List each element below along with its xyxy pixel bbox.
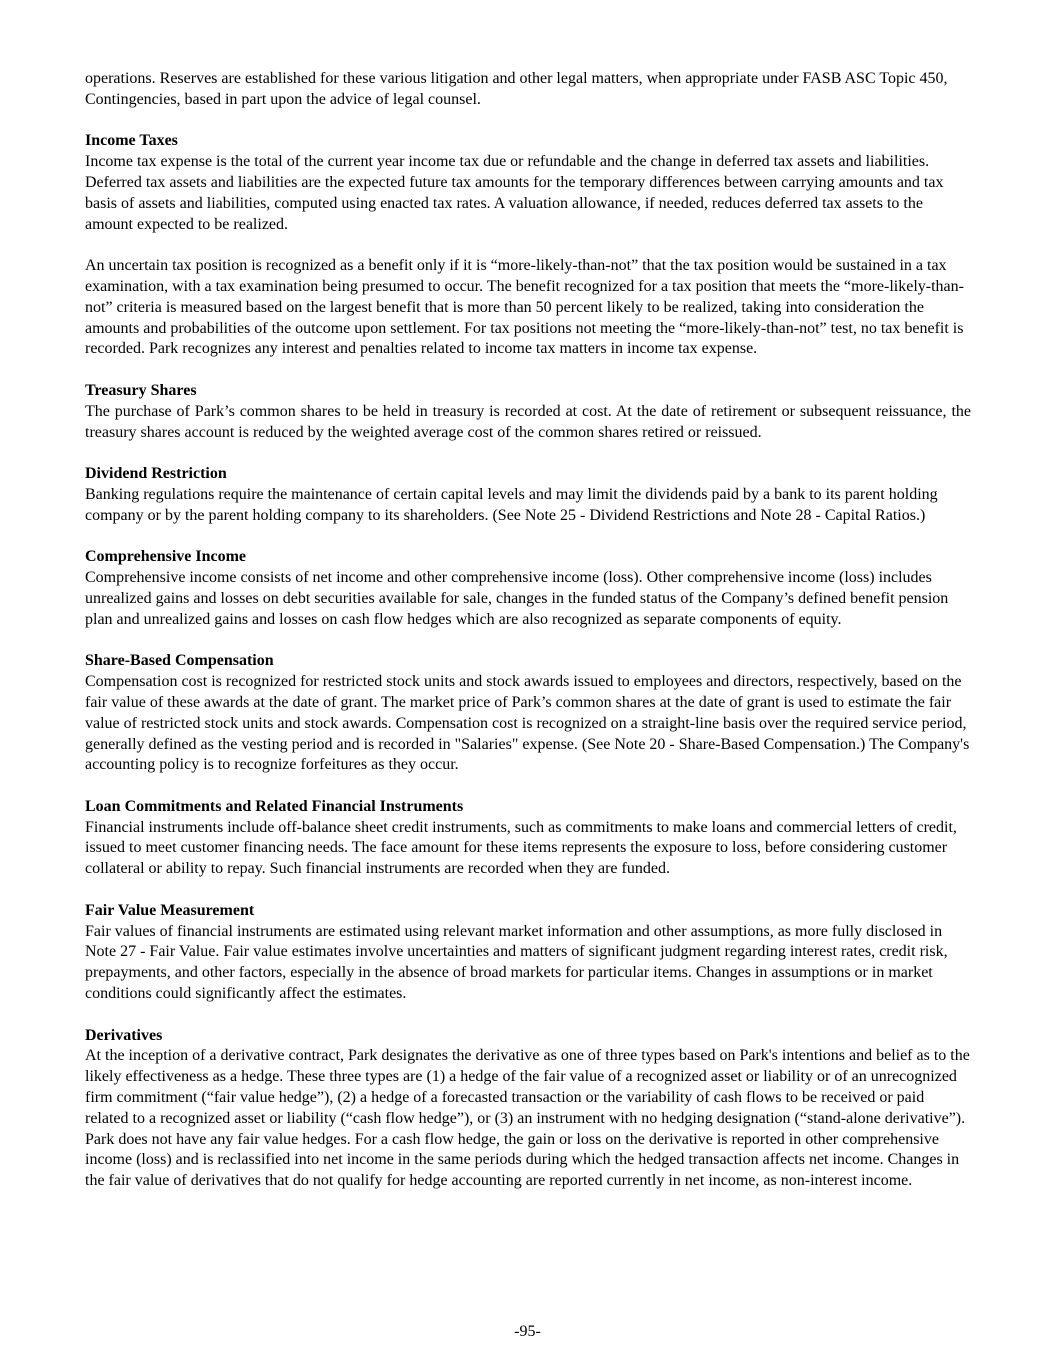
intro-paragraph: operations. Reserves are established for these various litigation and other legal matters, when appropriate under FASB ASC Topic 450, Contingencies, based in part upon the advice of legal counsel.: [85, 70, 948, 108]
section-share-based-compensation: [85, 651, 971, 776]
section-income-taxes: [85, 131, 971, 360]
loan-commitments-heading: Loan Commitments and Related Financial Instruments: [85, 797, 464, 815]
treasury-shares-paragraph: The purchase of Park’s common shares to be held in treasury is recorded at cost. At the date of retirement or subsequent reissuance, the treasury shares account is reduced by the weighted average cost of the common shares retired or reissued.: [85, 402, 971, 441]
derivatives-paragraph: At the inception of a derivative contract, Park designates the derivative as one of three types based on Park's intentions and belief as to the likely effectiveness as a hedge. These three types are (1) a hedge of the fair value of a recognized asset or liability or of an unrecognized firm commitment (“fair value hedge”), (2) a hedge of a forecasted transaction or the variability of cash flows to be received or paid related to a recognized asset or liability (“cash flow hedge”), or (3) an instrument with no hedging designation (“stand-alone derivative”). Park does not have any fair value hedges. For a cash flow hedge, the gain or loss on the derivative is reported in other comprehensive income (loss) and is reclassified into net income in the same periods during which the hedged transaction affects net income. Changes in the fair value of derivatives that do not qualify for hedge accounting are reported currently in net income, as non-interest income.: [85, 1047, 970, 1190]
income-taxes-paragraph-1: Income tax expense is the total of the current year income tax due or refundable and the change in deferred tax assets and liabilities. Deferred tax assets and liabilities are the expected future tax amounts for the temporary differences between carrying amounts and tax basis of assets and liabilities, computed using enacted tax rates. A valuation allowance, if needed, reduces deferred tax assets to the amount expected to be realized.: [85, 153, 944, 233]
loan-commitments-paragraph: Financial instruments include off-balance sheet credit instruments, such as commitments to make loans and commercial letters of credit, issued to meet customer financing needs. The face amount for these items represents the exposure to loss, before considering customer collateral or ability to repay. Such financial instruments are recorded when they are funded.: [85, 818, 957, 878]
derivatives-heading: Derivatives: [85, 1026, 163, 1044]
income-taxes-heading: Income Taxes: [85, 132, 178, 150]
section-treasury-shares: [85, 381, 971, 443]
dividend-restriction-paragraph: Banking regulations require the maintenance of certain capital levels and may limit the dividends paid by a bank to its parent holding company or by the parent holding company to its shareholders. (See Note 25 - Dividend Restrictions and Note 28 - Capital Ratios.): [85, 485, 938, 524]
section-comprehensive-income: [85, 547, 971, 630]
page-number: -95-: [514, 1323, 541, 1340]
share-based-compensation-paragraph: Compensation cost is recognized for restricted stock units and stock awards issued to employees and directors, respectively, based on the fair value of these awards at the date of grant. The market price of Park’s common shares at the date of grant is used to estimate the fair value of restricted stock units and stock awards. Compensation cost is recognized on a straight-line basis over the required service period, generally defined as the vesting period and is recorded in "Salaries" expense. (See Note 20 - Share-Based Compensation.) The Company's accounting policy is to recognize forfeitures as they occur.: [85, 673, 970, 774]
fair-value-measurement-heading: Fair Value Measurement: [85, 901, 255, 919]
fair-value-measurement-paragraph: Fair values of financial instruments are estimated using relevant market information and other assumptions, as more fully disclosed in Note 27 - Fair Value. Fair value estimates involve uncertainties and matters of significant judgment regarding interest rates, credit risk, prepayments, and other factors, especially in the absence of broad markets for particular items. Changes in assumptions or in market conditions could significantly affect the estimates.: [85, 922, 948, 1003]
dividend-restriction-heading: Dividend Restriction: [85, 465, 227, 483]
document-page: [85, 69, 971, 1213]
treasury-shares-heading: Treasury Shares: [85, 381, 197, 399]
comprehensive-income-heading: Comprehensive Income: [85, 548, 247, 566]
section-fair-value-measurement: [85, 901, 971, 1005]
income-taxes-paragraph-2: An uncertain tax position is recognized as a benefit only if it is “more-likely-than-not” that the tax position would be sustained in a tax examination, with a tax examination being presumed to occur. The benefit recognized for a tax position that meets the “more-likely-than-not” criteria is measured based on the largest benefit that is more than 50 percent likely to be realized, taking into consideration the amounts and probabilities of the outcome upon settlement. For tax positions not meeting the “more-likely-than-not” test, no tax benefit is recorded. Park recognizes any interest and penalties related to income tax matters in income tax expense.: [85, 257, 964, 358]
share-based-compensation-heading: Share-Based Compensation: [85, 652, 274, 670]
section-loan-commitments: [85, 797, 971, 880]
section-dividend-restriction: [85, 464, 971, 526]
section-derivatives: [85, 1026, 971, 1192]
comprehensive-income-paragraph: Comprehensive income consists of net income and other comprehensive income (loss). Other comprehensive income (loss) includes unrealized gains and losses on debt securities available for sale, changes in the funded status of the Company’s defined benefit pension plan and unrealized gains and losses on cash flow hedges which are also recognized as separate components of equity.: [85, 569, 949, 628]
